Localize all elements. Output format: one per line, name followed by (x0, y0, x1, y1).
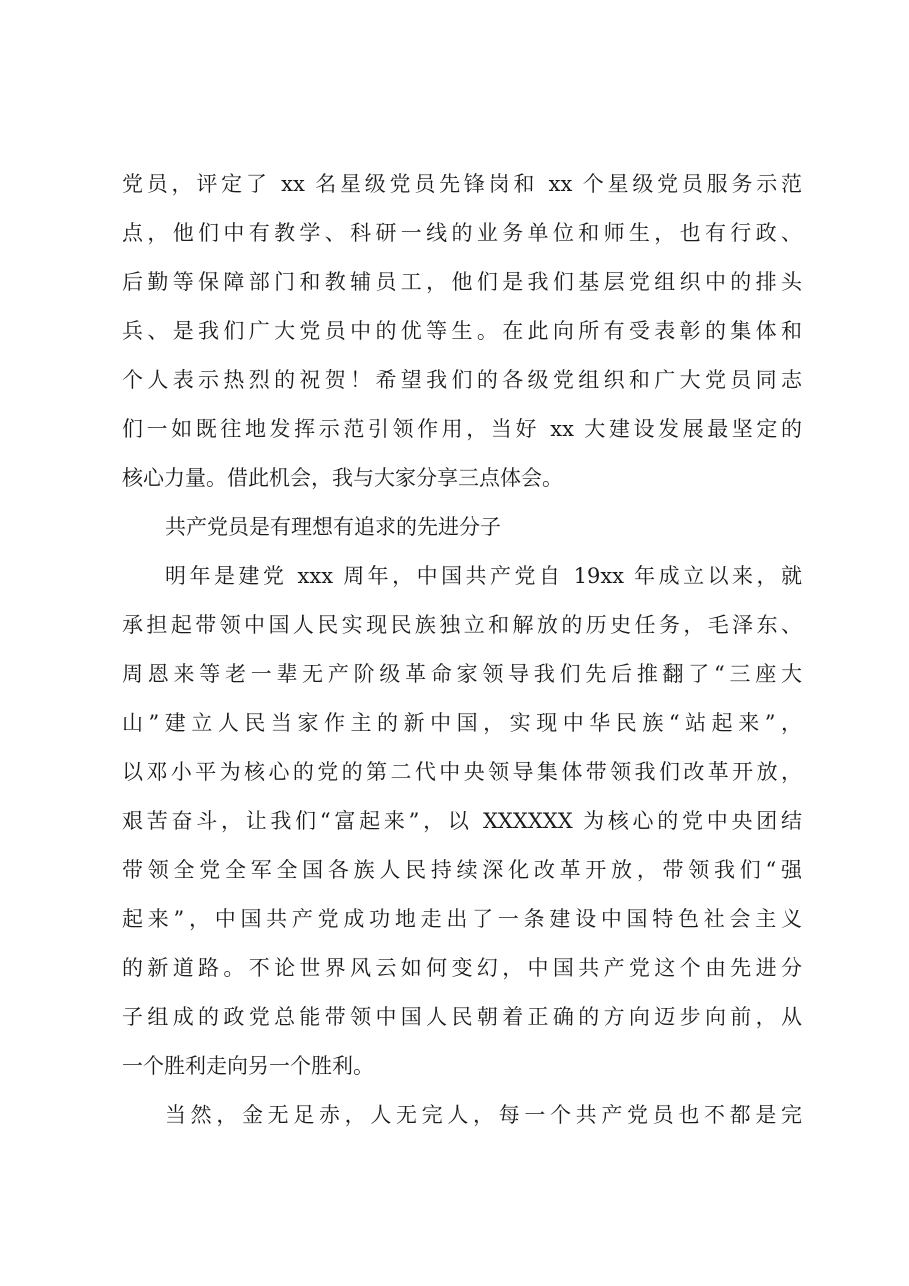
paragraph-3-line-6: 艰苦奋斗，让我们“富起来”，以 XXXXXX 为核心的党中央团结 (122, 809, 802, 833)
paragraph-1-line-3: 后勤等保障部门和教辅员工，他们是我们基层党组织中的排头 (122, 270, 802, 294)
paragraph-3-line-10: 子组成的政党总能带领中国人民朝着正确的方向迈步向前，从 (122, 1005, 802, 1029)
paragraph-3-line-9: 的新道路。不论世界风云如何变幻，中国共产党这个由先进分 (122, 956, 802, 980)
paragraph-4-line-1: 当然，金无足赤，人无完人，每一个共产党员也不都是完 (165, 1103, 802, 1127)
paragraph-1-line-2: 点，他们中有教学、科研一线的业务单位和师生，也有行政、 (122, 221, 802, 245)
section-heading: 共产党员是有理想有追求的先进分子 (165, 515, 501, 539)
paragraph-1-line-5: 个人表示热烈的祝贺！希望我们的各级党组织和广大党员同志 (122, 368, 802, 392)
paragraph-3-line-4: 山”建立人民当家作主的新中国，实现中华民族“站起来”， (122, 711, 802, 735)
paragraph-3-line-2: 承担起带领中国人民实现民族独立和解放的历史任务，毛泽东、 (122, 613, 802, 637)
paragraph-3-line-7: 带领全党全军全国各族人民持续深化改革开放，带领我们“强 (122, 858, 802, 882)
paragraph-1-line-1: 党员，评定了 xx 名星级党员先锋岗和 xx 个星级党员服务示范 (122, 172, 802, 196)
paragraph-3-line-8: 起来”，中国共产党成功地走出了一条建设中国特色社会主义 (122, 907, 802, 931)
paragraph-1-line-4: 兵、是我们广大党员中的优等生。在此向所有受表彰的集体和 (122, 319, 802, 343)
paragraph-3-line-3: 周恩来等老一辈无产阶级革命家领导我们先后推翻了“三座大 (122, 662, 802, 686)
paragraph-1-line-6: 们一如既往地发挥示范引领作用，当好 xx 大建设发展最坚定的 (122, 417, 802, 441)
paragraph-3-line-11: 一个胜利走向另一个胜利。 (122, 1054, 374, 1078)
paragraph-3-line-1: 明年是建党 xxx 周年，中国共产党自 19xx 年成立以来，就 (165, 564, 802, 588)
paragraph-1-line-7: 核心力量。借此机会，我与大家分享三点体会。 (122, 466, 563, 490)
paragraph-3-line-5: 以邓小平为核心的党的第二代中央领导集体带领我们改革开放， (122, 760, 802, 784)
document-body (122, 160, 802, 1140)
